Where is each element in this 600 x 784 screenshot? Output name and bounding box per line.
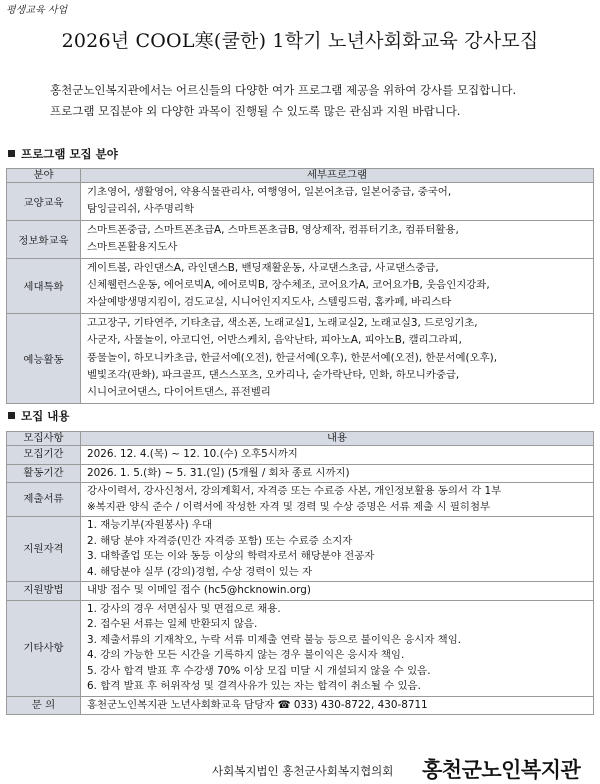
table-row xyxy=(7,517,594,582)
table-row xyxy=(7,582,594,601)
table-row xyxy=(7,696,594,715)
detail-line: 강사이력서, 강사신청서, 강의계획서, 자격증 또는 수료증 사본, 개인정보활용 동의서 각 1부 xyxy=(87,485,502,497)
detail-line: 고고장구, 기타연주, 기타초급, 색소폰, 노래교실1, 노래교실2, 노래교실3, 드로잉기초, xyxy=(87,316,478,329)
section-heading-recruit xyxy=(8,408,69,424)
row-category: 활동기간 xyxy=(7,464,81,483)
table-row xyxy=(7,313,594,403)
row-details xyxy=(81,446,594,465)
table-header-row xyxy=(7,432,594,446)
detail-line: 게이트볼, 라인댄스A, 라인댄스B, 밴딩재활운동, 사교댄스초급, 사교댄스중급, xyxy=(87,261,439,274)
row-details xyxy=(81,600,594,696)
row-details xyxy=(81,313,594,403)
detail-line: 2026. 12. 4.(목) ~ 12. 10.(수) 오후5시까지 xyxy=(87,448,298,460)
intro-line: 프로그램 모집분야 외 다양한 과목이 진행될 수 있도록 많은 관심과 지원 바랍니다. xyxy=(50,104,461,118)
row-category: 교양교육 xyxy=(7,183,81,221)
detail-line: ※복지관 양식 준수 / 이력서에 작성한 자격 및 경력 및 수상 증명은 서류 제출 시 필히첨부 xyxy=(87,500,491,513)
detail-line: 3. 제출서류의 기재착오, 누락 서류 미제출 연락 불능 등으로 불이익은 응시자 책임. xyxy=(87,633,462,646)
program-table xyxy=(6,168,594,404)
program-tag: 평생교육 사업 xyxy=(6,5,68,16)
row-details xyxy=(81,696,594,715)
detail-line: 4. 해당분야 실무 (강의)경험, 수상 경력이 있는 자 xyxy=(87,565,313,578)
row-category: 기타사항 xyxy=(7,600,81,696)
row-category: 지원자격 xyxy=(7,517,81,582)
detail-line: 홍천군노인복지관 노년사회화교육 담당자 ☎ 033) 430-8722, 430-8711 xyxy=(87,698,428,711)
table-row xyxy=(7,220,594,258)
detail-line: 벨빛조각(판화), 파크골프, 댄스스포츠, 오카리나, 숟가락난타, 민화, 하모니카중급, xyxy=(87,369,460,382)
row-details xyxy=(81,464,594,483)
footer-logo: 홍천군노인복지관 xyxy=(422,757,581,782)
row-category: 예능활동 xyxy=(7,313,81,403)
section-title: 모집 내용 xyxy=(21,409,70,423)
table-row xyxy=(7,183,594,221)
row-category: 문 의 xyxy=(7,696,81,715)
row-details xyxy=(81,183,594,221)
column-header: 모집사항 xyxy=(7,432,81,446)
detail-line: 6. 합격 발표 후 허위작성 및 결격사유가 있는 자는 합격이 취소될 수 있음. xyxy=(87,680,421,692)
detail-line: 4. 강의 가능한 모든 시간을 기록하지 않는 경우 불이익은 응시자 책임. xyxy=(87,649,405,661)
section-title: 프로그램 모집 분야 xyxy=(21,147,118,161)
footer xyxy=(0,747,600,784)
column-header: 분야 xyxy=(7,169,81,183)
detail-line: 스마트폰활용지도사 xyxy=(87,241,178,254)
detail-line: 2. 접수된 서류는 일체 반환되지 않음. xyxy=(87,618,258,630)
intro xyxy=(50,80,516,122)
row-details xyxy=(81,220,594,258)
table-row xyxy=(7,600,594,696)
detail-line: 스마트폰중급, 스마트폰초급A, 스마트폰초급B, 영상제작, 컴퓨터기초, 컴퓨터활용, xyxy=(87,223,459,236)
row-details xyxy=(81,258,594,313)
detail-line: 1. 강사의 경우 서면심사 및 면접으로 채용. xyxy=(87,602,281,615)
detail-line: 5. 강사 합격 발표 후 수강생 70% 이상 모집 미달 시 개설되지 않을 수 있음. xyxy=(87,664,431,677)
row-category: 세대특화 xyxy=(7,258,81,313)
row-details xyxy=(81,483,594,517)
column-header: 세부프로그램 xyxy=(81,169,594,183)
detail-line: 시니어코어댄스, 다이어트댄스, 퓨전벨리 xyxy=(87,386,271,399)
detail-line: 탐잉글리쉬, 사주명리학 xyxy=(87,203,194,216)
detail-line: 2026. 1. 5.(화) ~ 5. 31.(일) (5개월 / 회차 종료 시까지) xyxy=(87,466,350,479)
table-row xyxy=(7,464,594,483)
row-category: 모집기간 xyxy=(7,446,81,465)
row-category: 지원방법 xyxy=(7,582,81,601)
row-category: 제출서류 xyxy=(7,483,81,517)
detail-line: 자살예방생명지킴이, 검도교실, 시니어인지지도사, 스텔링드럼, 홈카페, 바리스타 xyxy=(87,296,452,309)
recruit-table xyxy=(6,431,594,715)
table-row xyxy=(7,446,594,465)
detail-line: 사군자, 사물놀이, 아코디언, 어반스케치, 음악난타, 피아노A, 피아노B, 캘리그라피, xyxy=(87,334,462,347)
detail-line: 기초영어, 생활영어, 약용식물관리사, 여행영어, 일본어초급, 일본어중급, 중국어, xyxy=(87,186,452,198)
detail-line: 3. 대학졸업 또는 이와 동등 이상의 학력자로서 해당분야 전공자 xyxy=(87,550,375,562)
detail-line: 2. 해당 분야 자격증(민간 자격증 포함) 또는 수료증 소지자 xyxy=(87,534,353,547)
row-category: 정보화교육 xyxy=(7,220,81,258)
table-row xyxy=(7,258,594,313)
row-details xyxy=(81,517,594,582)
detail-line: 내방 접수 및 이메일 접수 (hc5@hcknowin.org) xyxy=(87,584,311,596)
detail-line: 1. 재능기부(자원봉사) 우대 xyxy=(87,519,212,531)
section-heading-programs xyxy=(8,146,118,162)
table-header-row xyxy=(7,169,594,183)
column-header: 내용 xyxy=(81,432,594,446)
detail-line: 신체웰런스운동, 에어로빅A, 에어로빅B, 장수체조, 코어요가A, 코어요가B, 웃음인지강좌, xyxy=(87,279,490,292)
table-row xyxy=(7,483,594,517)
square-bullet-icon xyxy=(8,150,15,157)
row-details xyxy=(81,582,594,601)
intro-line: 홍천군노인복지관에서는 어르신들의 다양한 여가 프로그램 제공을 위하여 강사를 모집합니다. xyxy=(50,83,517,97)
detail-line: 풍물놀이, 하모니카초급, 한글서예(오전), 한글서예(오후), 한문서예(오전), 한문서예(오후), xyxy=(87,351,498,364)
page-title: 2026년 COOL寒(쿨한) 1학기 노년사회화교육 강사모집 xyxy=(61,30,539,52)
square-bullet-icon xyxy=(8,412,15,419)
footer-org: 사회복지법인 홍천군사회복지협의회 xyxy=(212,764,394,778)
